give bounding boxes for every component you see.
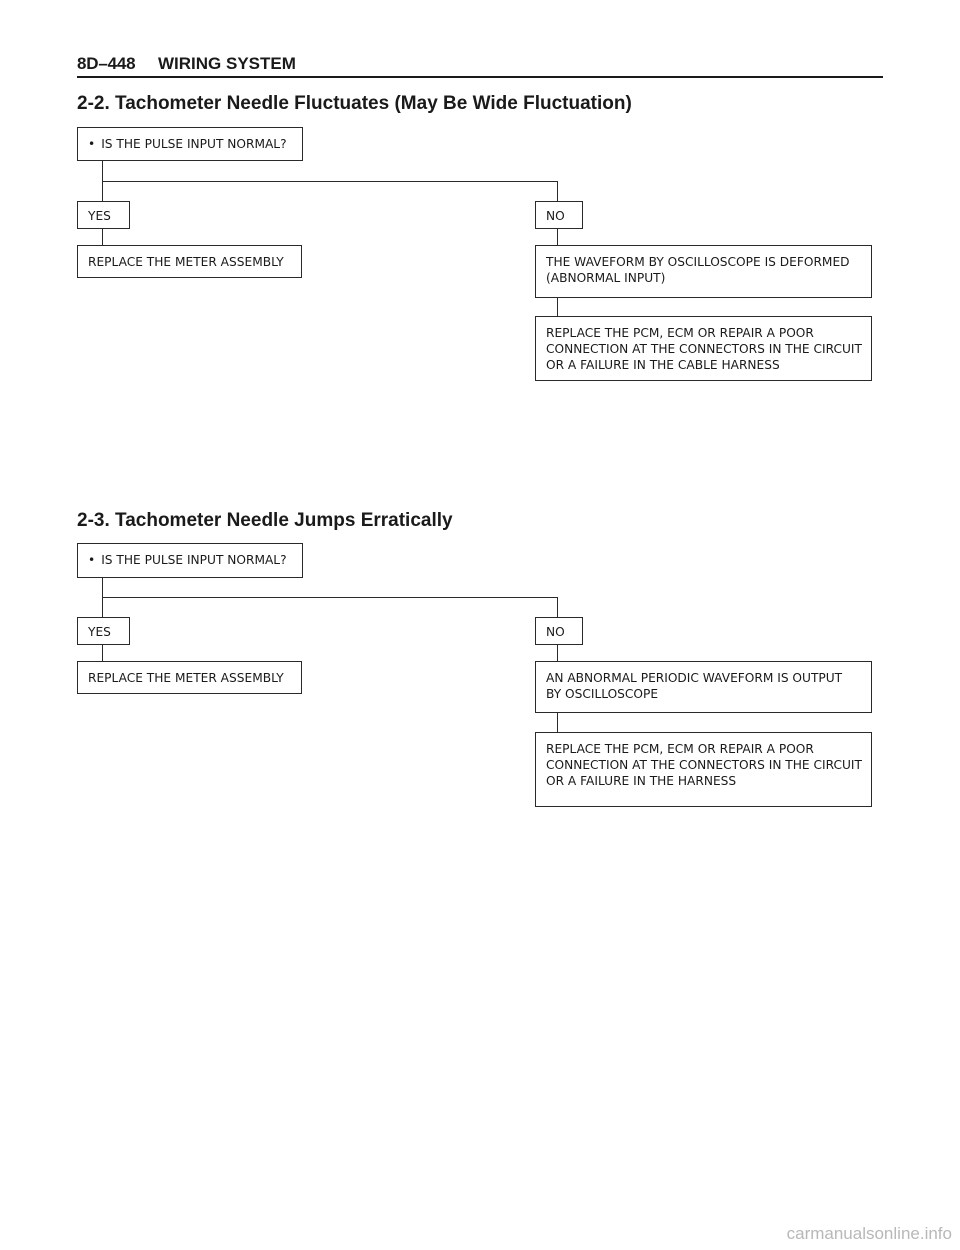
connector-line <box>557 713 558 732</box>
no-action-line: REPLACE THE PCM, ECM OR REPAIR A POOR <box>546 742 814 756</box>
watermark: carmanualsonline.info <box>786 1224 952 1243</box>
yes-label: YES <box>88 625 111 639</box>
no-action-box <box>535 316 872 381</box>
connector-line <box>557 181 558 201</box>
flowchart-title: 2-2. Tachometer Needle Fluctuates (May Be Wide Fluctuation) <box>77 93 632 114</box>
no-condition-line: (ABNORMAL INPUT) <box>546 271 666 285</box>
connector-line <box>557 645 558 661</box>
yes-action-box <box>77 245 302 278</box>
connector-line <box>102 229 103 245</box>
question-text: IS THE PULSE INPUT NORMAL? <box>101 137 287 151</box>
page-header <box>0 0 960 80</box>
page-number: 8D–448 <box>77 54 136 73</box>
no-action-line: REPLACE THE PCM, ECM OR REPAIR A POOR <box>546 326 814 340</box>
no-label-box <box>535 617 583 645</box>
connector-line <box>557 298 558 316</box>
question-box <box>77 543 303 578</box>
no-action-box <box>535 732 872 807</box>
connector-line <box>102 181 558 182</box>
no-condition-box <box>535 245 872 298</box>
no-action-line: CONNECTION AT THE CONNECTORS IN THE CIRCUIT <box>546 758 862 772</box>
yes-label-box <box>77 617 130 645</box>
bullet-icon: • <box>88 553 96 567</box>
yes-label: YES <box>88 209 111 223</box>
yes-action-box <box>77 661 302 694</box>
no-label-box <box>535 201 583 229</box>
flowchart-title: 2-3. Tachometer Needle Jumps Erratically <box>77 510 453 531</box>
no-condition-box <box>535 661 872 713</box>
no-action-line: OR A FAILURE IN THE CABLE HARNESS <box>546 358 780 372</box>
bullet-icon: • <box>88 137 96 151</box>
question-text: IS THE PULSE INPUT NORMAL? <box>101 553 287 567</box>
yes-action-text: REPLACE THE METER ASSEMBLY <box>88 255 284 269</box>
header-rule <box>77 76 883 78</box>
no-action-line: OR A FAILURE IN THE HARNESS <box>546 774 737 788</box>
question-box <box>77 127 303 161</box>
no-condition-line: THE WAVEFORM BY OSCILLOSCOPE IS DEFORMED <box>546 255 850 269</box>
section-name: WIRING SYSTEM <box>158 54 296 73</box>
connector-line <box>557 229 558 245</box>
yes-action-text: REPLACE THE METER ASSEMBLY <box>88 671 284 685</box>
no-action-line: CONNECTION AT THE CONNECTORS IN THE CIRCUIT <box>546 342 862 356</box>
no-condition-line: AN ABNORMAL PERIODIC WAVEFORM IS OUTPUT <box>546 671 843 685</box>
connector-line <box>102 597 558 598</box>
connector-line <box>557 597 558 617</box>
yes-label-box <box>77 201 130 229</box>
no-label: NO <box>546 625 565 639</box>
connector-line <box>102 645 103 661</box>
no-condition-line: BY OSCILLOSCOPE <box>546 687 659 701</box>
no-label: NO <box>546 209 565 223</box>
